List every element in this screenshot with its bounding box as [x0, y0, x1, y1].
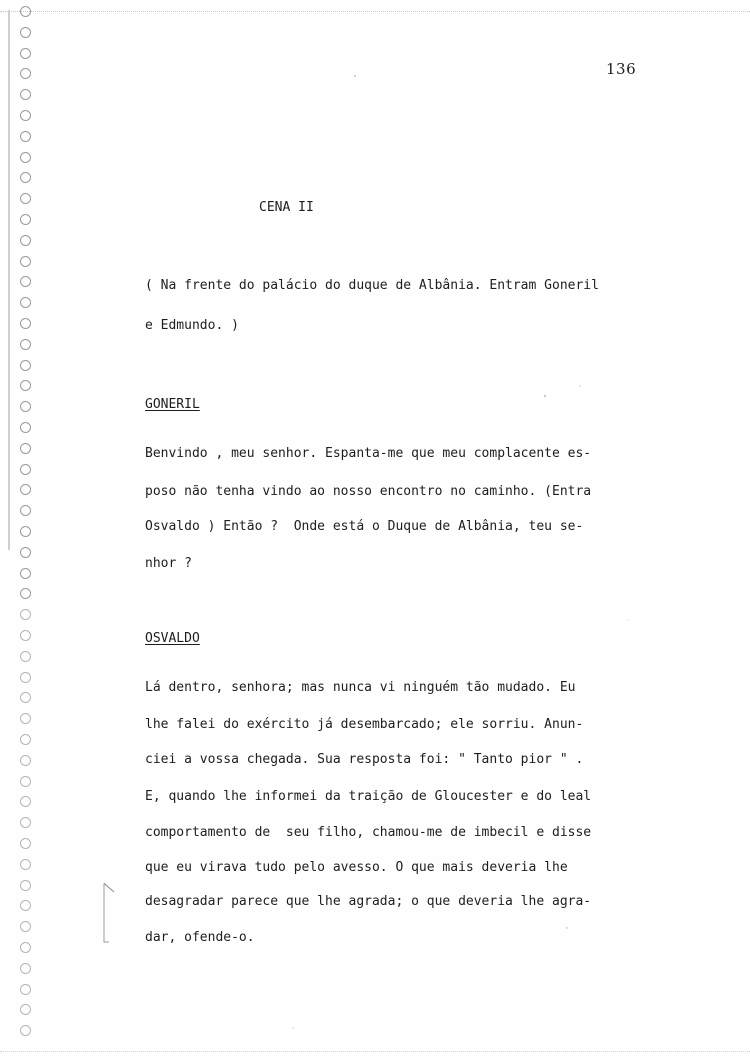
- dialogue-line: Lá dentro, senhora; mas nunca vi ninguém tão mudado. Eu: [145, 680, 576, 695]
- binding-hole: [20, 256, 31, 267]
- dialogue-line: lhe falei do exército já desembarcado; ele sorriu. Anun-: [145, 717, 584, 732]
- dialogue-line: poso não tenha vindo ao nosso encontro no caminho. (Entra: [145, 484, 592, 499]
- binding-hole: [20, 713, 31, 724]
- dialogue-line: desagradar parece que lhe agrada; o que deveria lhe agra-: [145, 894, 592, 909]
- scene-title: CENA II: [259, 200, 314, 215]
- binding-hole: [20, 172, 31, 183]
- binding-hole: [20, 838, 31, 849]
- page-top-edge: [0, 11, 750, 12]
- binding-hole: [20, 443, 31, 454]
- binding-hole: [20, 339, 31, 350]
- dialogue-line: Osvaldo ) Então ? Onde está o Duque de Albânia, teu se-: [145, 519, 584, 534]
- binding-hole: [20, 963, 31, 974]
- binding-hole: [20, 48, 31, 59]
- binding-hole: [20, 276, 31, 287]
- binding-hole: [20, 27, 31, 38]
- binding-hole: [20, 214, 31, 225]
- binding-hole: [20, 360, 31, 371]
- binding-hole: [20, 464, 31, 475]
- binding-hole: [20, 1004, 31, 1015]
- dialogue-line: E, quando lhe informei da traição de Gloucester e do leal: [145, 789, 592, 804]
- binding-hole: [20, 942, 31, 953]
- dialogue-line: dar, ofende-o.: [145, 930, 255, 945]
- binding-hole: [20, 588, 31, 599]
- binding-hole: [20, 401, 31, 412]
- binding-hole: [20, 1025, 31, 1036]
- binding-hole: [20, 880, 31, 891]
- binding-hole: [20, 776, 31, 787]
- binding-hole: [20, 692, 31, 703]
- binding-hole: [20, 152, 31, 163]
- binding-hole: [20, 900, 31, 911]
- binding-hole: [20, 755, 31, 766]
- binding-hole: [20, 6, 31, 17]
- page-bottom-edge: [0, 1051, 750, 1052]
- speaker-name-goneril: GONERIL: [145, 397, 200, 412]
- binding-hole: [20, 68, 31, 79]
- dialogue-line: comportamento de seu filho, chamou-me de imbecil e disse: [145, 825, 592, 840]
- binding-hole: [20, 672, 31, 683]
- binding-hole: [20, 380, 31, 391]
- dialogue-line: Benvindo , meu senhor. Espanta-me que meu complacente es-: [145, 446, 592, 461]
- binding-hole: [20, 422, 31, 433]
- stage-direction-line: ( Na frente do palácio do duque de Albânia. Entram Goneril: [145, 278, 599, 293]
- binding-holes: [20, 6, 42, 1046]
- binding-hole: [20, 318, 31, 329]
- binding-hole: [20, 796, 31, 807]
- binding-hole: [20, 921, 31, 932]
- binding-hole: [20, 89, 31, 100]
- margin-bracket-mark: [102, 882, 116, 944]
- binding-hole: [20, 651, 31, 662]
- binding-hole: [20, 630, 31, 641]
- binding-hole: [20, 110, 31, 121]
- binding-hole: [20, 505, 31, 516]
- binding-hole: [20, 547, 31, 558]
- binding-hole: [20, 235, 31, 246]
- binding-hole: [20, 484, 31, 495]
- binding-hole: [20, 984, 31, 995]
- binding-hole: [20, 297, 31, 308]
- binding-hole: [20, 526, 31, 537]
- binding-hole: [20, 734, 31, 745]
- binding-hole: [20, 817, 31, 828]
- dialogue-line: que eu virava tudo pelo avesso. O que mais deveria lhe: [145, 860, 568, 875]
- binding-hole: [20, 859, 31, 870]
- page-left-edge: [8, 10, 10, 550]
- stage-direction-line: e Edmundo. ): [145, 318, 239, 333]
- speaker-name-osvaldo: OSVALDO: [145, 631, 200, 646]
- binding-hole: [20, 609, 31, 620]
- dialogue-line: ciei a vossa chegada. Sua resposta foi: " Tanto pior " .: [145, 752, 584, 767]
- binding-hole: [20, 131, 31, 142]
- page-number: 136: [606, 60, 637, 78]
- dialogue-line: nhor ?: [145, 556, 192, 571]
- binding-hole: [20, 193, 31, 204]
- binding-hole: [20, 568, 31, 579]
